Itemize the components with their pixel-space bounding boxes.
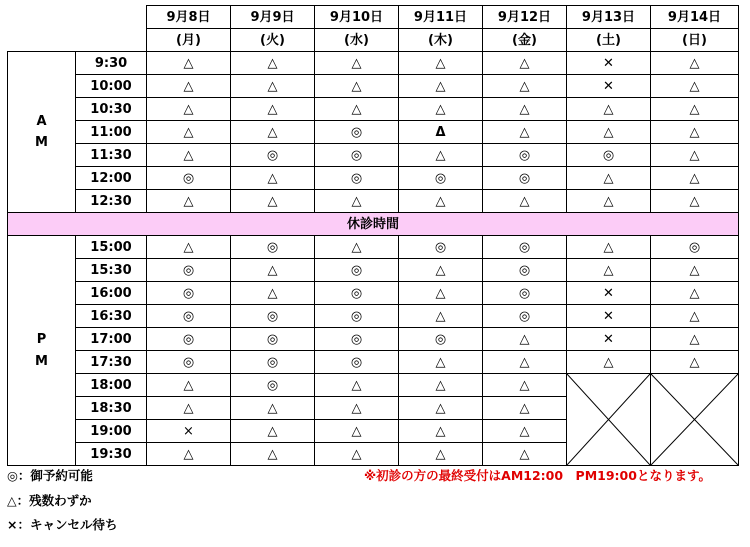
time-cell: 9:30 bbox=[76, 52, 147, 75]
slot-status: ◎ bbox=[315, 351, 399, 374]
slot-status: △ bbox=[147, 98, 231, 121]
slot-status: ◎ bbox=[231, 374, 315, 397]
header-date: 9月8日 bbox=[147, 6, 231, 29]
slot-status: ◎ bbox=[315, 121, 399, 144]
time-cell: 11:30 bbox=[76, 144, 147, 167]
slot-status: ◎ bbox=[483, 259, 567, 282]
header-date: 9月9日 bbox=[231, 6, 315, 29]
slot-status: △ bbox=[147, 374, 231, 397]
slot-status: ◎ bbox=[147, 351, 231, 374]
slot-status: △ bbox=[399, 144, 483, 167]
slot-status: △ bbox=[315, 75, 399, 98]
closed-cell-sat bbox=[567, 374, 651, 466]
slot-status: △ bbox=[483, 351, 567, 374]
slot-status: △ bbox=[651, 305, 739, 328]
slot-status: △ bbox=[483, 75, 567, 98]
slot-status: △ bbox=[147, 397, 231, 420]
slot-status: ✕ bbox=[567, 305, 651, 328]
slot-status: ◎ bbox=[147, 305, 231, 328]
header-date: 9月13日 bbox=[567, 6, 651, 29]
legend-available: ◎：御予約可能 bbox=[7, 468, 93, 483]
time-row bbox=[8, 75, 739, 98]
slot-status: ◎ bbox=[147, 167, 231, 190]
slot-status: ◎ bbox=[483, 236, 567, 259]
slot-status: ◎ bbox=[231, 305, 315, 328]
first-visit-note: ※初診の方の最終受付はAM12:00 PM19:00となります。 bbox=[364, 468, 711, 483]
break-row bbox=[8, 213, 739, 236]
closed-cross-icon bbox=[567, 374, 650, 465]
slot-status: △ bbox=[231, 121, 315, 144]
closed-cell-sun bbox=[651, 374, 739, 466]
slot-status: △ bbox=[483, 443, 567, 466]
legend-few-left: △：残数わずか bbox=[7, 493, 92, 508]
header-date: 9月14日 bbox=[651, 6, 739, 29]
slot-status: △ bbox=[147, 443, 231, 466]
slot-status: △ bbox=[567, 351, 651, 374]
slot-status: △ bbox=[315, 236, 399, 259]
slot-status: △ bbox=[483, 121, 567, 144]
pm-label-char: P bbox=[36, 332, 47, 348]
time-cell: 18:30 bbox=[76, 397, 147, 420]
slot-status: △ bbox=[567, 190, 651, 213]
slot-status: △ bbox=[567, 259, 651, 282]
time-row bbox=[8, 121, 739, 144]
slot-status: ◎ bbox=[147, 282, 231, 305]
time-cell: 15:30 bbox=[76, 259, 147, 282]
slot-status: △ bbox=[651, 190, 739, 213]
appointment-schedule-table bbox=[7, 5, 739, 466]
slot-status: △ bbox=[651, 351, 739, 374]
slot-status: ◎ bbox=[483, 167, 567, 190]
slot-status: △ bbox=[231, 52, 315, 75]
slot-status: ◎ bbox=[399, 236, 483, 259]
time-row bbox=[8, 328, 739, 351]
slot-status: ◎ bbox=[483, 144, 567, 167]
slot-status: △ bbox=[231, 98, 315, 121]
slot-status: △ bbox=[399, 75, 483, 98]
slot-status: Δ bbox=[399, 121, 483, 144]
time-row bbox=[8, 144, 739, 167]
time-row bbox=[8, 282, 739, 305]
time-row bbox=[8, 305, 739, 328]
slot-status: ◎ bbox=[483, 282, 567, 305]
slot-status: △ bbox=[399, 351, 483, 374]
slot-status: △ bbox=[399, 259, 483, 282]
slot-status: △ bbox=[231, 259, 315, 282]
slot-status: △ bbox=[399, 420, 483, 443]
header-date: 9月10日 bbox=[315, 6, 399, 29]
slot-status: ◎ bbox=[147, 259, 231, 282]
time-row bbox=[8, 351, 739, 374]
time-cell: 19:00 bbox=[76, 420, 147, 443]
slot-status: ◎ bbox=[231, 351, 315, 374]
legend-waitlist: ×：キャンセル待ち bbox=[7, 517, 118, 532]
slot-status: △ bbox=[315, 397, 399, 420]
slot-status: ◎ bbox=[315, 167, 399, 190]
time-cell: 12:30 bbox=[76, 190, 147, 213]
slot-status: △ bbox=[651, 167, 739, 190]
time-row bbox=[8, 259, 739, 282]
slot-status: ◎ bbox=[315, 282, 399, 305]
slot-status: △ bbox=[399, 52, 483, 75]
slot-status: △ bbox=[651, 328, 739, 351]
slot-status: △ bbox=[399, 98, 483, 121]
time-cell: 12:00 bbox=[76, 167, 147, 190]
time-cell: 10:30 bbox=[76, 98, 147, 121]
header-weekday: (金) bbox=[483, 29, 567, 52]
slot-status: × bbox=[147, 420, 231, 443]
slot-status: △ bbox=[567, 236, 651, 259]
schedule-wrapper bbox=[7, 5, 739, 466]
slot-status: ✕ bbox=[567, 52, 651, 75]
slot-status: △ bbox=[399, 397, 483, 420]
slot-status: △ bbox=[651, 75, 739, 98]
slot-status: △ bbox=[483, 420, 567, 443]
slot-status: ◎ bbox=[231, 236, 315, 259]
slot-status: ◎ bbox=[315, 259, 399, 282]
slot-status: △ bbox=[483, 52, 567, 75]
slot-status: ◎ bbox=[315, 328, 399, 351]
header-weekday: (日) bbox=[651, 29, 739, 52]
slot-status: △ bbox=[651, 259, 739, 282]
slot-status: ◎ bbox=[315, 305, 399, 328]
slot-status: △ bbox=[567, 121, 651, 144]
slot-status: △ bbox=[399, 305, 483, 328]
slot-status: △ bbox=[651, 282, 739, 305]
slot-status: ✕ bbox=[567, 282, 651, 305]
am-label bbox=[8, 52, 76, 213]
slot-status: △ bbox=[483, 98, 567, 121]
slot-status: △ bbox=[147, 75, 231, 98]
break-label: 休診時間 bbox=[8, 213, 739, 236]
slot-status: ✕ bbox=[567, 328, 651, 351]
slot-status: △ bbox=[651, 52, 739, 75]
slot-status: △ bbox=[399, 190, 483, 213]
slot-status: △ bbox=[567, 167, 651, 190]
slot-status: ◎ bbox=[231, 328, 315, 351]
pm-label bbox=[8, 236, 76, 466]
slot-status: ◎ bbox=[399, 167, 483, 190]
slot-status: △ bbox=[147, 190, 231, 213]
slot-status: ✕ bbox=[567, 75, 651, 98]
slot-status: △ bbox=[147, 52, 231, 75]
slot-status: △ bbox=[315, 190, 399, 213]
slot-status: △ bbox=[315, 98, 399, 121]
slot-status: ◎ bbox=[231, 144, 315, 167]
slot-status: ◎ bbox=[567, 144, 651, 167]
slot-status: △ bbox=[147, 121, 231, 144]
slot-status: △ bbox=[567, 98, 651, 121]
slot-status: △ bbox=[651, 98, 739, 121]
time-cell: 10:00 bbox=[76, 75, 147, 98]
slot-status: △ bbox=[483, 190, 567, 213]
slot-status: △ bbox=[231, 420, 315, 443]
slot-status: ◎ bbox=[483, 305, 567, 328]
slot-status: △ bbox=[231, 190, 315, 213]
slot-status: △ bbox=[147, 236, 231, 259]
time-cell: 19:30 bbox=[76, 443, 147, 466]
time-cell: 16:00 bbox=[76, 282, 147, 305]
slot-status: △ bbox=[399, 374, 483, 397]
header-weekday: (土) bbox=[567, 29, 651, 52]
header-date-row bbox=[8, 6, 739, 29]
time-cell: 11:00 bbox=[76, 121, 147, 144]
slot-status: △ bbox=[483, 328, 567, 351]
time-cell: 18:00 bbox=[76, 374, 147, 397]
am-label-char: A bbox=[36, 113, 47, 129]
closed-cross-icon bbox=[651, 374, 738, 465]
header-weekday: (月) bbox=[147, 29, 231, 52]
time-row bbox=[8, 236, 739, 259]
slot-status: △ bbox=[231, 75, 315, 98]
header-weekday: (木) bbox=[399, 29, 483, 52]
time-cell: 17:00 bbox=[76, 328, 147, 351]
time-row bbox=[8, 190, 739, 213]
time-cell: 16:30 bbox=[76, 305, 147, 328]
pm-label-char: M bbox=[35, 353, 48, 369]
slot-status: △ bbox=[483, 397, 567, 420]
slot-status: ◎ bbox=[651, 236, 739, 259]
slot-status: ◎ bbox=[315, 144, 399, 167]
time-cell: 17:30 bbox=[76, 351, 147, 374]
slot-status: ◎ bbox=[147, 328, 231, 351]
am-label-char: M bbox=[35, 135, 48, 150]
slot-status: △ bbox=[399, 282, 483, 305]
time-cell: 15:00 bbox=[76, 236, 147, 259]
slot-status: △ bbox=[399, 443, 483, 466]
time-row bbox=[8, 374, 739, 397]
slot-status: △ bbox=[315, 52, 399, 75]
slot-status: △ bbox=[231, 443, 315, 466]
slot-status: △ bbox=[651, 121, 739, 144]
header-weekday: (火) bbox=[231, 29, 315, 52]
time-row bbox=[8, 167, 739, 190]
slot-status: △ bbox=[231, 397, 315, 420]
time-row bbox=[8, 52, 739, 75]
slot-status: △ bbox=[231, 167, 315, 190]
slot-status: ◎ bbox=[399, 328, 483, 351]
header-date: 9月12日 bbox=[483, 6, 567, 29]
time-row bbox=[8, 98, 739, 121]
header-date: 9月11日 bbox=[399, 6, 483, 29]
slot-status: △ bbox=[147, 144, 231, 167]
slot-status: △ bbox=[231, 282, 315, 305]
slot-status: △ bbox=[315, 420, 399, 443]
slot-status: △ bbox=[315, 374, 399, 397]
header-weekday: (水) bbox=[315, 29, 399, 52]
header-corner bbox=[8, 6, 147, 52]
slot-status: △ bbox=[315, 443, 399, 466]
slot-status: △ bbox=[651, 144, 739, 167]
slot-status: △ bbox=[483, 374, 567, 397]
